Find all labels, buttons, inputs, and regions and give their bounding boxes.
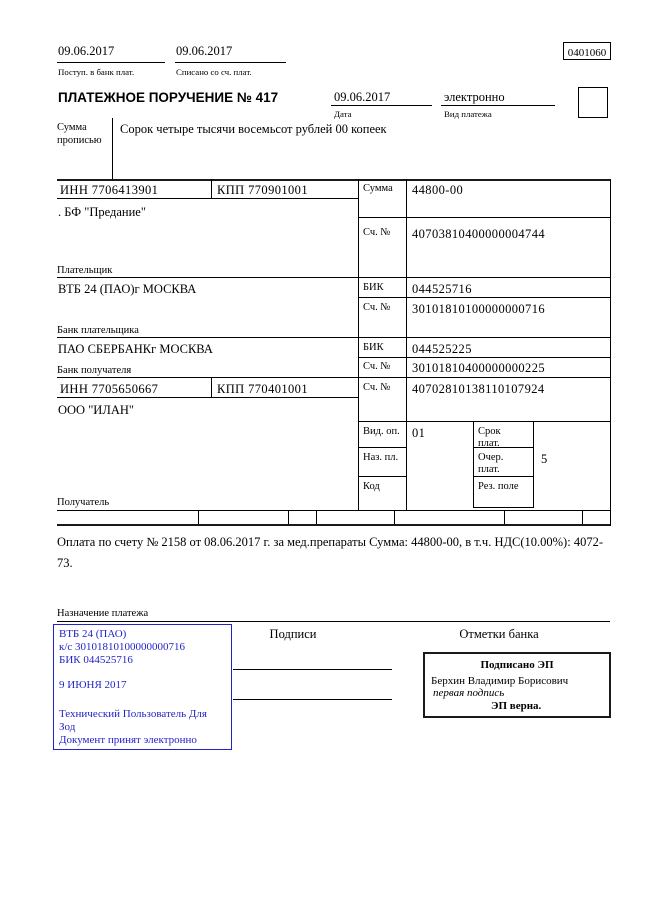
payee-inn-kpp-divider	[211, 377, 212, 398]
label-column-divider	[358, 179, 359, 511]
esign-signer-name: Берхин Владимир Борисович	[431, 675, 569, 687]
vid-op-row-line-left	[358, 447, 407, 448]
signature-line-2	[233, 699, 392, 700]
payer-account: 40703810400000004744	[412, 227, 545, 241]
payment-kind-underline	[441, 105, 555, 106]
vid-op-value: 01	[412, 426, 426, 440]
payee-bank-underline	[57, 377, 610, 378]
amount-words-label-2: прописью	[57, 135, 102, 146]
payer-inn: ИНН 7706413901	[60, 183, 159, 197]
amount-in-words: Сорок четыре тысячи восемьсот рублей 00 копеек	[120, 122, 387, 136]
esign-signature-type: первая подпись	[433, 687, 505, 699]
line-under-payee-bank-bik	[358, 357, 610, 358]
form-code: 0401060	[567, 47, 607, 59]
line-under-payer-inn	[57, 198, 358, 199]
payment-kind-label: Вид платежа	[444, 109, 492, 119]
payer-label: Плательщик	[57, 265, 113, 276]
purpose-label: Назначение платежа	[57, 608, 149, 619]
srok-plat-label: Срок плат.	[478, 426, 501, 449]
ocher-plat-label: Очер. плат.	[478, 452, 504, 475]
document-date: 09.06.2017	[334, 90, 391, 104]
stamp-accepted-text: Документ принят электронно	[59, 734, 197, 746]
rez-pole-label: Рез. поле	[478, 481, 519, 492]
payer-bank-label: Банк плательщика	[57, 325, 139, 336]
payer-account-label: Сч. №	[363, 227, 391, 238]
bank-marks-header: Отметки банка	[459, 627, 539, 641]
payee-underline	[57, 510, 610, 511]
received-in-bank-date: 09.06.2017	[58, 44, 115, 58]
vid-op-label: Вид. оп.	[363, 426, 400, 437]
ocher-plat-row-line	[473, 476, 534, 477]
payer-bank-name: ВТБ 24 (ПАО)г МОСКВА	[58, 282, 197, 296]
status-checkbox	[578, 87, 608, 118]
ocher-plat-value: 5	[541, 452, 548, 466]
payer-bank-bik: 044525716	[412, 282, 472, 296]
payee-bank-account: 30101810400000000225	[412, 361, 545, 375]
table-right-border	[610, 179, 611, 526]
bank-stamp-box	[53, 624, 232, 750]
kod-label: Код	[363, 481, 380, 492]
payee-name: ООО "ИЛАН"	[58, 403, 134, 417]
table-bottom-border	[57, 524, 610, 526]
naz-pl-row-line-left	[358, 476, 407, 477]
amount-words-label-1: Сумма	[57, 122, 87, 133]
payment-purpose-text: Оплата по счету № 2158 от 08.06.2017 г. за мед.препараты Сумма: 44800-00, в т.ч. НДС(10.00%): 4072-73.	[57, 535, 603, 570]
payer-bank-account: 30101810100000000716	[412, 302, 545, 316]
line-above-vid-op	[358, 421, 610, 422]
debited-date: 09.06.2017	[176, 44, 233, 58]
tax-row-divider-3	[316, 511, 317, 524]
payee-kpp: КПП 770401001	[217, 382, 308, 396]
tax-row-divider-1	[198, 511, 199, 524]
signature-line-1	[233, 669, 392, 670]
table-top-border	[57, 179, 610, 181]
srok-column-divider	[473, 421, 474, 508]
line-under-sum-box	[358, 217, 610, 218]
ocher-value-divider	[533, 421, 534, 508]
stamp-date: 9 ИЮНЯ 2017	[59, 679, 127, 691]
payer-bank-account-label: Сч. №	[363, 302, 391, 313]
payee-inn: ИНН 7705650667	[60, 382, 159, 396]
payer-underline	[57, 277, 610, 278]
line-under-payee-inn	[57, 397, 358, 398]
rez-pole-bottom-line	[473, 507, 534, 508]
value-column-divider	[406, 179, 407, 511]
sum-label: Сумма	[363, 183, 393, 194]
sum-value: 44800-00	[412, 183, 464, 197]
payer-bank-underline	[57, 337, 610, 338]
document-title: ПЛАТЕЖНОЕ ПОРУЧЕНИЕ № 417	[58, 90, 279, 105]
tax-row-divider-6	[582, 511, 583, 524]
amount-words-divider	[112, 118, 113, 179]
debited-label: Списано со сч. плат.	[176, 67, 252, 77]
date-underline	[331, 105, 432, 106]
naz-pl-label: Наз. пл.	[363, 452, 399, 463]
esign-valid-text: ЭП верна.	[491, 700, 542, 712]
stamp-corr-account: к/с 30101810100000000716	[59, 641, 186, 653]
stamp-user-line-2: Зод	[59, 721, 76, 733]
payee-account: 40702810138110107924	[412, 382, 545, 396]
esign-stamp-box	[423, 652, 611, 718]
payment-kind-value: электронно	[444, 90, 505, 104]
tax-row-divider-2	[288, 511, 289, 524]
stamp-user-line-1: Технический Пользователь Для	[59, 708, 207, 720]
date-label: Дата	[334, 109, 352, 119]
payee-bank-account-label: Сч. №	[363, 361, 391, 372]
debited-date-underline	[175, 62, 286, 63]
received-date-underline	[57, 62, 165, 63]
payee-bank-bik: 044525225	[412, 342, 472, 356]
received-in-bank-label: Поступ. в банк плат.	[58, 67, 135, 77]
line-under-payer-bank-bik	[358, 297, 610, 298]
payer-bank-bik-label: БИК	[363, 282, 384, 293]
stamp-bik: БИК 044525716	[59, 654, 133, 666]
payee-bank-bik-label: БИК	[363, 342, 384, 353]
stamp-bank-name: ВТБ 24 (ПАО)	[59, 628, 127, 640]
payer-kpp: КПП 770901001	[217, 183, 308, 197]
form-code-box	[563, 42, 611, 60]
payee-bank-label: Банк получателя	[57, 365, 132, 376]
tax-row-divider-5	[504, 511, 505, 524]
payer-name: . БФ "Предание"	[58, 205, 146, 219]
tax-row-divider-4	[394, 511, 395, 524]
payee-account-label: Сч. №	[363, 382, 391, 393]
payee-label: Получатель	[57, 497, 110, 508]
payee-bank-name: ПАО СБЕРБАНКг МОСКВА	[58, 342, 213, 356]
purpose-underline	[57, 621, 610, 622]
payer-inn-kpp-divider	[211, 179, 212, 199]
signatures-header: Подписи	[269, 627, 317, 641]
esign-title: Подписано ЭП	[480, 659, 554, 671]
